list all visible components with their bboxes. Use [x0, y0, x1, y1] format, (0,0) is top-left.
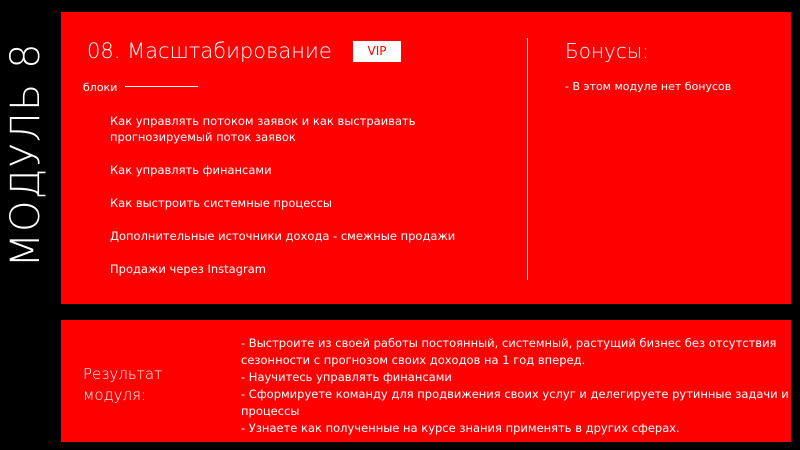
result-list [241, 335, 789, 437]
result-line: - Узнаете как полученные на курсе знания применять в других сферах. [241, 421, 680, 435]
result-title [83, 364, 162, 406]
bonuses-text: - В этом модуле нет бонусов [565, 80, 732, 93]
result-line: процессы [241, 404, 300, 418]
block-item-line: Как выстроить системные процессы [110, 196, 333, 210]
block-item-line: Как управлять потоком заявок и как выстраивать [110, 114, 416, 128]
block-item [110, 195, 332, 211]
module-title: 08. Масштабирование [87, 39, 332, 63]
result-title-line: модуля: [83, 386, 147, 404]
result-line: - Научитесь управлять финансами [241, 370, 452, 384]
column-divider [527, 38, 528, 280]
module-content-panel [61, 12, 791, 304]
blocks-label: блоки [83, 81, 118, 94]
block-item [110, 113, 416, 145]
module-side-title [0, 0, 52, 310]
result-line: - Выстроите из своей работы постоянный, системный, растущий бизнес без отсутствия [241, 336, 777, 350]
module-side-title-text: МОДУЛЬ 8 [3, 42, 49, 268]
module-result-panel [61, 320, 791, 442]
block-item-line: прогнозируемый поток заявок [110, 130, 296, 144]
block-item-line: Дополнительные источники дохода - смежные продажи [110, 229, 456, 243]
block-item [110, 261, 266, 277]
block-item [110, 162, 272, 178]
result-line: - Сформируете команду для продвижения своих услуг и делегируете рутинные задачи и [241, 387, 789, 401]
block-item-line: Продажи через Instagram [110, 262, 266, 276]
block-item [110, 228, 455, 244]
vip-badge: VIP [353, 41, 401, 62]
result-line: сезонности с прогнозом своих доходов на 1 год вперед. [241, 353, 586, 367]
result-title-line: Результат [83, 365, 163, 383]
block-item-line: Как управлять финансами [110, 163, 272, 177]
bonuses-title: Бонусы: [565, 39, 649, 63]
blocks-underline [125, 86, 198, 87]
